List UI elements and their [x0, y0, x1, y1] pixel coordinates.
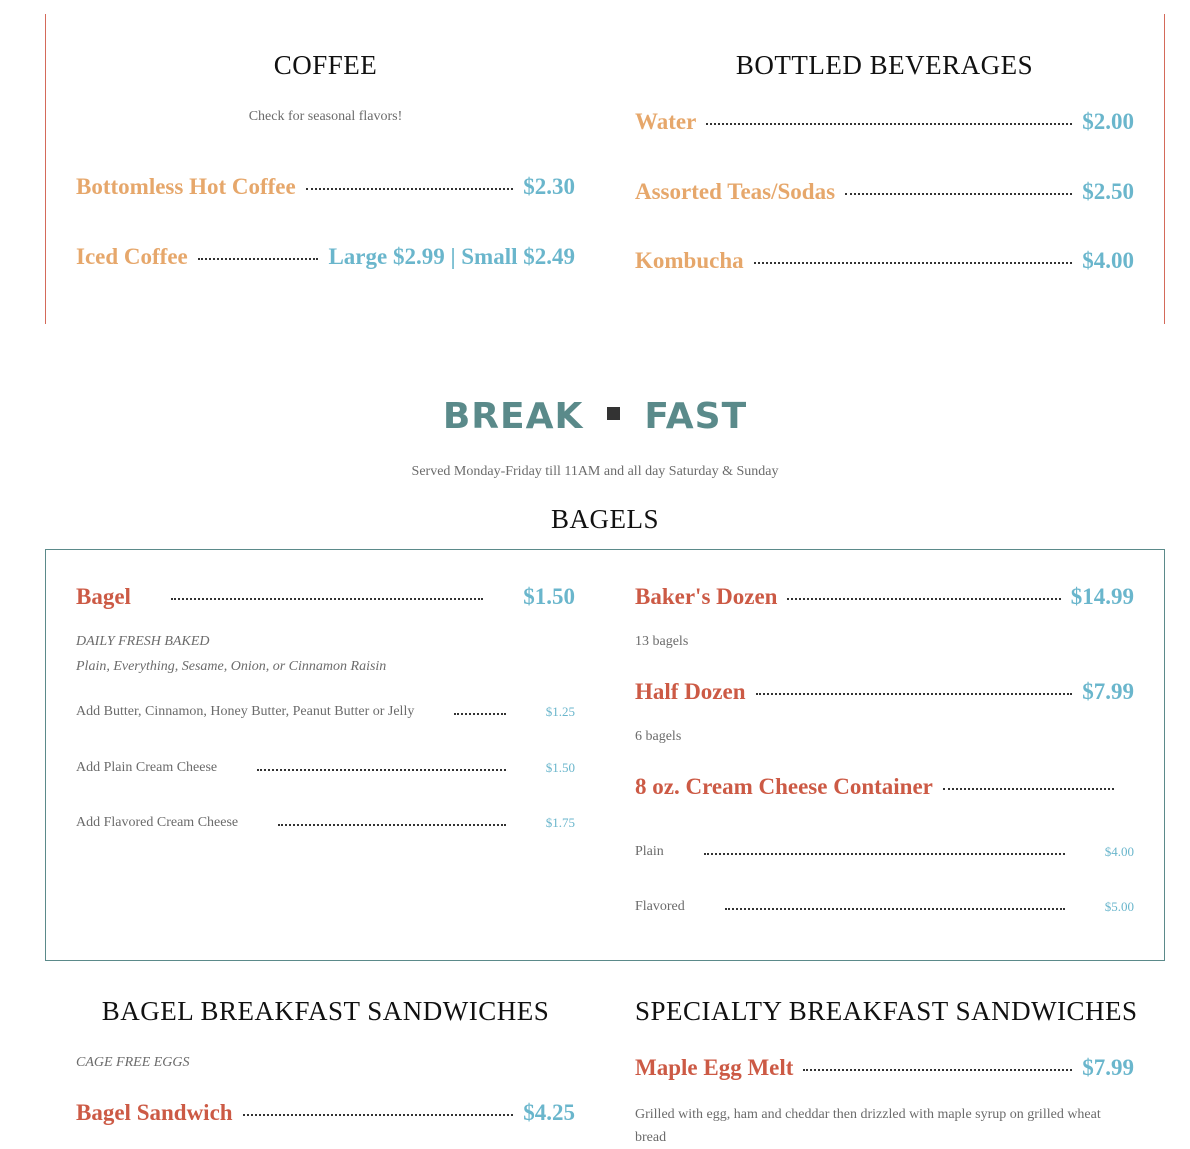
dotted-leader — [756, 693, 1073, 695]
addon-name: Add Butter, Cinnamon, Honey Butter, Peanut Butter or Jelly — [76, 704, 415, 719]
dotted-leader — [704, 853, 1065, 855]
square-divider-icon — [607, 407, 620, 420]
dotted-leader — [787, 598, 1060, 600]
dotted-leader — [706, 123, 1072, 125]
item-price: $1.50 — [523, 584, 575, 609]
item-price: $2.50 — [1082, 179, 1134, 204]
item-name: Baker's Dozen — [635, 584, 778, 609]
item-name: Bottomless Hot Coffee — [76, 174, 296, 199]
option-name: Flavored — [635, 899, 685, 914]
item-price: $7.99 — [1082, 1055, 1134, 1080]
addon-name: Add Plain Cream Cheese — [76, 760, 218, 775]
dotted-leader — [943, 788, 1114, 790]
menu-item-bakers-dozen — [635, 584, 1134, 610]
addon-butter — [76, 704, 575, 720]
breakfast-heading-right: FAST — [644, 396, 748, 437]
dotted-leader — [754, 262, 1073, 264]
breakfast-heading — [0, 396, 1190, 437]
menu-item-water — [635, 109, 1134, 135]
bagel-note-flavors: Plain, Everything, Sesame, Onion, or Cinnamon Raisin — [76, 659, 387, 674]
addon-flavored-cream-cheese — [76, 815, 575, 831]
menu-item-iced-coffee — [76, 244, 575, 270]
coffee-title: COFFEE — [273, 50, 378, 80]
dotted-leader — [803, 1069, 1072, 1071]
dotted-leader — [306, 188, 514, 190]
dotted-leader — [845, 193, 1072, 195]
addon-price: $1.50 — [545, 760, 575, 775]
option-price: $4.00 — [1104, 844, 1134, 859]
item-name: 8 oz. Cream Cheese Container — [635, 774, 933, 799]
menu-item-bottomless-hot-coffee — [76, 174, 575, 200]
item-name: Water — [635, 109, 697, 134]
maple-egg-melt-description: Grilled with egg, ham and cheddar then drizzled with maple syrup on grilled wheat bread — [635, 1107, 1101, 1145]
breakfast-subtitle: Served Monday-Friday till 11AM and all day Saturday & Sunday — [411, 464, 779, 479]
item-price: $2.00 — [1082, 109, 1134, 134]
dotted-leader — [725, 908, 1065, 910]
specialty-sandwiches-title: SPECIALTY BREAKFAST SANDWICHES — [635, 996, 1138, 1026]
bagel-sandwiches-title: BAGEL BREAKFAST SANDWICHES — [101, 996, 550, 1026]
dotted-leader — [454, 713, 505, 715]
item-price: $7.99 — [1082, 679, 1134, 704]
item-price: $14.99 — [1070, 584, 1134, 609]
item-name: Bagel — [76, 584, 131, 609]
dotted-leader — [198, 258, 319, 260]
dotted-leader — [257, 769, 506, 771]
menu-item-bagel — [76, 584, 575, 610]
menu-item-maple-egg-melt — [635, 1055, 1134, 1081]
menu-item-teas-sodas — [635, 179, 1134, 205]
dotted-leader — [243, 1114, 514, 1116]
item-name: Iced Coffee — [76, 244, 188, 269]
coffee-note: Check for seasonal flavors! — [248, 109, 403, 124]
menu-item-bagel-sandwich — [76, 1100, 575, 1126]
bagels-title: BAGELS — [550, 504, 659, 534]
item-price: $2.30 — [523, 174, 575, 199]
item-name: Assorted Teas/Sodas — [635, 179, 836, 204]
item-price: $4.25 — [523, 1100, 575, 1125]
option-price: $5.00 — [1104, 899, 1134, 914]
bottled-title: BOTTLED BEVERAGES — [735, 50, 1034, 80]
dotted-leader — [171, 598, 483, 600]
cream-cheese-plain — [635, 844, 1134, 860]
bakers-dozen-note: 13 bagels — [635, 634, 689, 649]
cage-free-note: CAGE FREE EGGS — [76, 1055, 190, 1070]
addon-price: $1.75 — [545, 815, 575, 830]
bagel-note-fresh: DAILY FRESH BAKED — [76, 634, 210, 649]
item-price: Large $2.99 | Small $2.49 — [328, 244, 575, 269]
option-name: Plain — [635, 844, 664, 859]
breakfast-heading-left: BREAK — [442, 396, 584, 437]
addon-price: $1.25 — [545, 704, 575, 719]
item-name: Half Dozen — [635, 679, 746, 704]
item-name: Kombucha — [635, 248, 744, 273]
cream-cheese-flavored — [635, 899, 1134, 915]
item-name: Bagel Sandwich — [76, 1100, 233, 1125]
half-dozen-note: 6 bagels — [635, 729, 682, 744]
addon-name: Add Flavored Cream Cheese — [76, 815, 239, 830]
addon-plain-cream-cheese — [76, 760, 575, 776]
menu-item-kombucha — [635, 248, 1134, 274]
dotted-leader — [278, 824, 506, 826]
menu-item-cream-cheese-container — [635, 774, 1124, 800]
item-name: Maple Egg Melt — [635, 1055, 794, 1080]
menu-item-half-dozen — [635, 679, 1134, 705]
item-price: $4.00 — [1082, 248, 1134, 273]
